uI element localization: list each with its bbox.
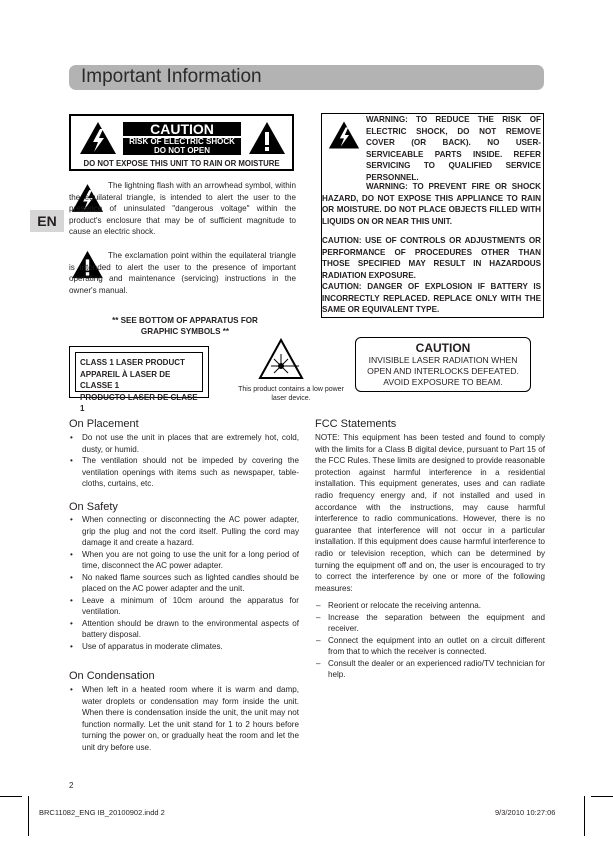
language-tab: EN: [30, 210, 64, 232]
caution-label: [69, 114, 294, 171]
list-item: – Consult the dealer or an experienced radio/TV technician for help.: [315, 658, 545, 681]
caution-label-title: CAUTION: [123, 122, 241, 136]
laser-product-label: [69, 346, 209, 413]
warning-shock-text: WARNING: TO REDUCE THE RISK OF ELECTRIC SHOCK, DO NOT REMOVE COVER (OR BACK). NO USER-SERVICEABLE PARTS INSIDE. REFER SERVICING TO QUALIFIED SERVICE PERSONNEL.: [366, 115, 541, 182]
caution-label-footer: DO NOT EXPOSE THIS UNIT TO RAIN OR MOISTURE: [83, 159, 280, 168]
crop-mark: [584, 796, 585, 836]
list-item: • Attention should be drawn to the environmental aspects of battery disposal.: [69, 618, 299, 641]
crop-mark: [0, 796, 22, 797]
safety-list: [69, 514, 299, 652]
caution-label-subtitle: RISK OF ELECTRIC SHOCK DO NOT OPEN: [123, 138, 241, 155]
list-item: – Reorient or relocate the receiving antenna.: [315, 600, 545, 612]
file-slug: BRC11082_ENG IB_20100902.indd 2: [39, 808, 165, 817]
warning-fire-text: WARNING: TO PREVENT FIRE OR SHOCK HAZARD, DO NOT EXPOSE THIS APPLIANCE TO RAIN OR MOISTURE. DO NOT PLACE OBJECTS FILLED WITH LIQUIDS ON OR NEAR THIS UNIT.: [322, 182, 541, 226]
page-number: 2: [69, 781, 74, 790]
title-bar: [69, 65, 544, 90]
list-item: • The ventilation should not be impeded by covering the ventilation openings with items such as newspaper, table-cloths, curtains, etc.: [69, 455, 299, 490]
warning-lightning-icon: [328, 120, 360, 150]
warning-box: [321, 113, 544, 318]
laser-caution-box: [355, 337, 531, 392]
laser-caution-title: CAUTION: [415, 341, 471, 355]
placement-list: [69, 432, 299, 490]
fcc-measures-list: [315, 600, 545, 681]
caution-battery-text: CAUTION: DANGER OF EXPLOSION IF BATTERY IS INCORRECTLY REPLACED. REPLACE ONLY WITH THE SAME OR EQUIVALENT TYPE.: [322, 282, 541, 314]
list-item: • When connecting or disconnecting the AC power adapter, grip the plug and not the cord itself. Pulling the cord may damage it and create a hazard.: [69, 514, 299, 549]
list-item: • When left in a heated room where it is warm and damp, water droplets or condensation may form inside the unit. When there is condensation inside the unit, the unit may not function normally. Let the unit stand for 1 to 2 hours before turning the power on, or gradually heat the room and let the unit dry before use.: [69, 684, 299, 753]
page-title: Important Information: [81, 66, 262, 87]
file-timestamp: 9/3/2010 10:27:06: [495, 808, 556, 817]
list-item: • No naked flame sources such as lighted candles should be placed on the AC power adapter and the unit.: [69, 572, 299, 595]
list-item: • Use of apparatus in moderate climates.: [69, 641, 299, 653]
crop-mark: [591, 796, 613, 797]
crop-mark: [28, 796, 29, 836]
safety-heading: On Safety: [69, 501, 118, 513]
condensation-list: [69, 684, 299, 753]
laser-caution-text: INVISIBLE LASER RADIATION WHEN OPEN AND INTERLOCKS DEFEATED. AVOID EXPOSURE TO BEAM.: [367, 355, 519, 387]
exclamation-symbol-text: The exclamation point within the equilateral triangle is intended to alert the user to the presence of important operating and maintenance (servicing) instructions in the owner's manual.: [69, 251, 296, 295]
lightning-warning-icon: [79, 121, 117, 155]
see-bottom-note: ** SEE BOTTOM OF APPARATUS FOR GRAPHIC SYMBOLS **: [112, 316, 258, 336]
lightning-symbol-text: The lightning flash with an arrowhead symbol, within the equilateral triangle, is intended to alert the user to the presence of uninsulated "dangerous voltage" within the product's enclosure that may be of sufficient magnitude to cause an electric shock.: [69, 181, 296, 237]
list-item: • Leave a minimum of 10cm around the apparatus for ventilation.: [69, 595, 299, 618]
list-item: • Do not use the unit in places that are extremely hot, cold, dusty, or humid.: [69, 432, 299, 455]
laser-caption: This product contains a low power laser device.: [238, 386, 344, 402]
condensation-heading: On Condensation: [69, 670, 155, 682]
laser-hazard-icon: [258, 338, 304, 380]
exclamation-warning-icon: [248, 121, 286, 155]
list-item: – Increase the separation between the equipment and receiver.: [315, 612, 545, 635]
laser-product-text: CLASS 1 LASER PRODUCT APPAREIL À LASER DE CLASSE 1 PRODUCTO LASER DE CLASE 1: [75, 352, 203, 392]
list-item: • When you are not going to use the unit for a long period of time, disconnect the AC power adapter.: [69, 549, 299, 572]
list-item: – Connect the equipment into an outlet on a circuit different from that to which the receiver is connected.: [315, 635, 545, 658]
caution-controls-text: CAUTION: USE OF CONTROLS OR ADJUSTMENTS OR PERFORMANCE OF PROCEDURES OTHER THAN THOSE SPECIFIED MAY RESULT IN HAZARDOUS RADIATION EXPOSURE.: [322, 236, 541, 280]
placement-heading: On Placement: [69, 418, 139, 430]
fcc-body: NOTE: This equipment has been tested and found to comply with the limits for a Class B digital device, pursuant to Part 15 of the FCC Rules. These limits are designed to provide reasonable protection against harmful interference in a residential installation. This equipment generates, uses and can radiate radio frequency energy and, if not installed and used in accordance with the instructions, may cause harmful interference to radio communications. However, there is no guarantee that interference will not occur in a particular installation. If this equipment does cause harmful interference to radio or television reception, which can be determined by turning the equipment off and on, the user is encouraged to try to correct the interference by one or more of the following measures:: [315, 433, 545, 593]
fcc-heading: FCC Statements: [315, 418, 397, 430]
